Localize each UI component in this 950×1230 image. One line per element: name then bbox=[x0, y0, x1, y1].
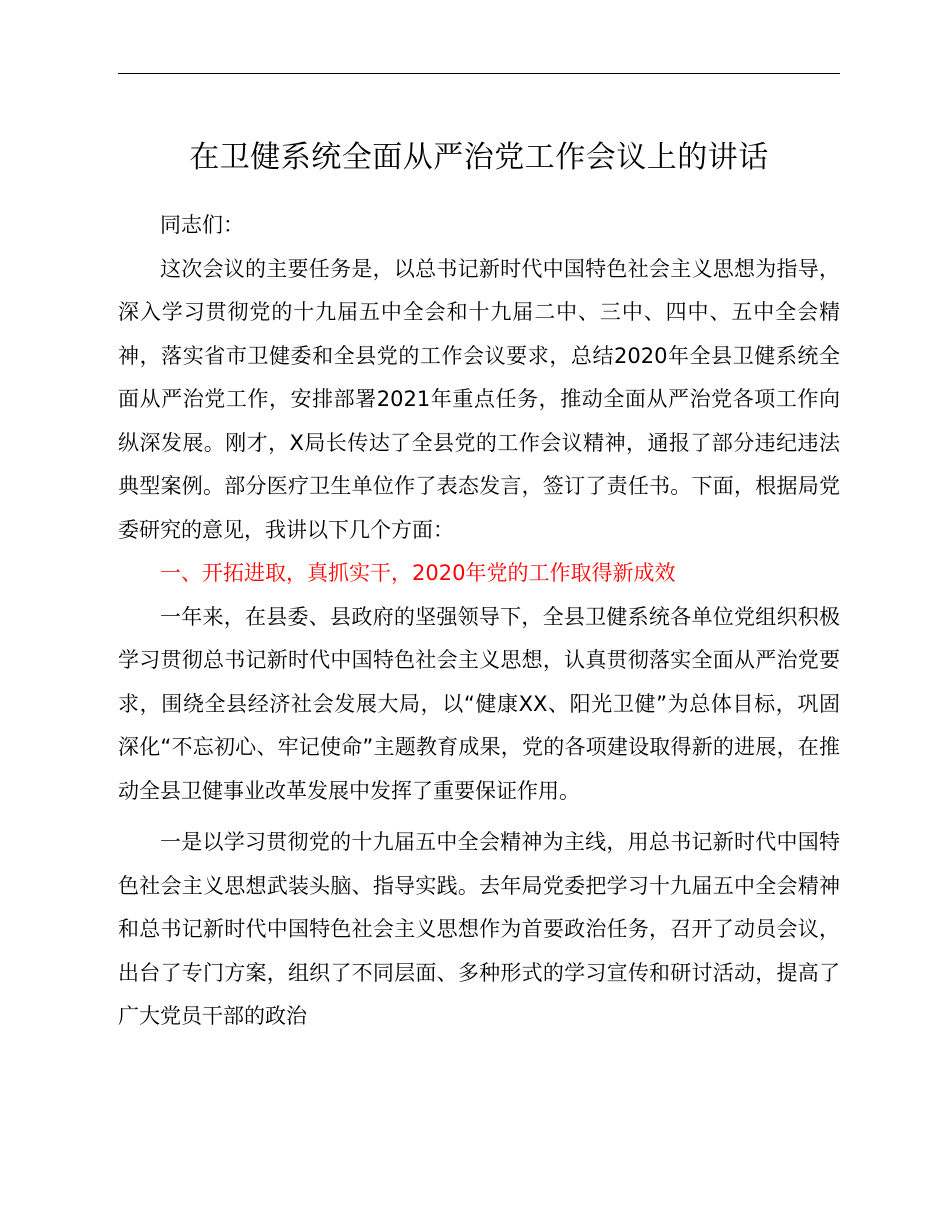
document-title: 在卫健系统全面从严治党工作会议上的讲话 bbox=[189, 140, 769, 175]
intro-paragraph: 这次会议的主要任务是，以总书记新时代中国特色社会主义思想为指导，深入学习贯彻党的十九届五中全会和十九届二中、三中、四中、五中全会精神，落实省市卫健委和全县党的工作会议要求，总结2020年全县卫健系统全面从严治党工作，安排部署2021年重点任务，推动全面从严治党各项工作向纵深发展。刚才，X局长传达了全县党的工作会议精神，通报了部分违纪违法典型案例。部分医疗卫生单位作了表态发言，签订了责任书。下面，根据局党委研究的意见，我讲以下几个方面： bbox=[118, 256, 840, 542]
body-paragraph: 一年来，在县委、县政府的坚强领导下，全县卫健系统各单位党组织积极学习贯彻总书记新时代中国特色社会主义思想，认真贯彻落实全面从严治党要求，围绕全县经济社会发展大局，以“健康XX、阳光卫健”为总体目标，巩固深化“不忘初心、牢记使命”主题教育成果，党的各项建设取得新的进展，在推动全县卫健事业改革发展中发挥了重要保证作用。 bbox=[118, 604, 840, 803]
body-paragraph: 一是以学习贯彻党的十九届五中全会精神为主线，用总书记新时代中国特色社会主义思想武装头脑、指导实践。去年局党委把学习十九届五中全会精神和总书记新时代中国特色社会主义思想作为首要政治任务，召开了动员会议，出台了专门方案，组织了不同层面、多种形式的学习宣传和研讨活动，提高了广大党员干部的政治 bbox=[118, 830, 840, 1028]
header-rule bbox=[118, 73, 840, 74]
salutation: 同志们： bbox=[160, 213, 244, 237]
section-heading: 一、开拓进取，真抓实干，2020年党的工作取得新成效 bbox=[160, 561, 676, 585]
document-body bbox=[118, 204, 840, 1039]
